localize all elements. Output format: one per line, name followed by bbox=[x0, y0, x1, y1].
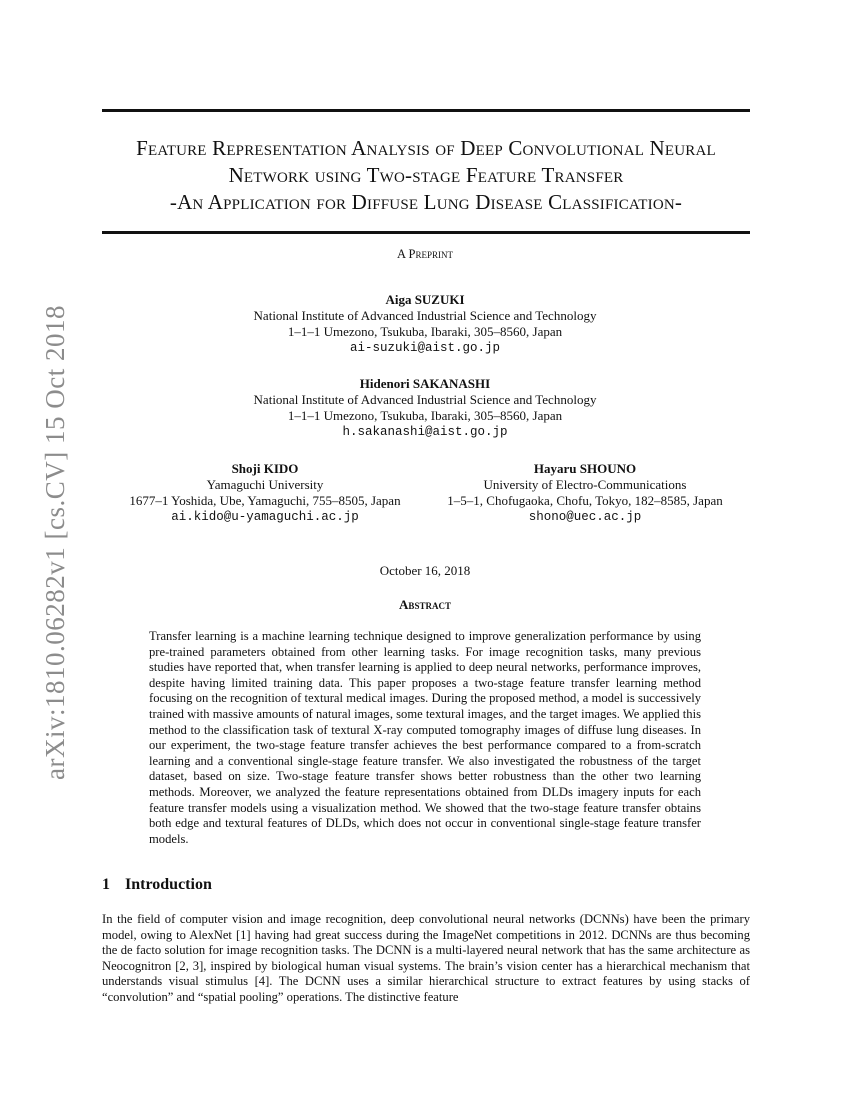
author-affiliation: University of Electro-Communications bbox=[483, 477, 687, 492]
section-title: Introduction bbox=[125, 876, 212, 893]
author-address: 1677–1 Yoshida, Ube, Yamaguchi, 755–8505, Japan bbox=[129, 493, 401, 508]
section-heading-introduction bbox=[102, 876, 212, 894]
section-number: 1 bbox=[102, 876, 110, 893]
abstract-heading: Abstract bbox=[399, 597, 451, 612]
author-block-3 bbox=[110, 461, 420, 525]
title-line-2: Network using Two-stage Feature Transfer bbox=[228, 163, 624, 187]
preprint-label: A Preprint bbox=[397, 247, 453, 261]
publication-date: October 16, 2018 bbox=[379, 563, 471, 578]
author-address: 1–5–1, Chofugaoka, Chofu, Tokyo, 182–8585, Japan bbox=[447, 493, 723, 508]
author-email[interactable]: shono@uec.ac.jp bbox=[528, 510, 642, 524]
title-line-1: Feature Representation Analysis of Deep Convolutional Neural bbox=[136, 136, 716, 160]
author-name: Hayaru SHOUNO bbox=[533, 461, 637, 476]
author-affiliation: National Institute of Advanced Industrial Science and Technology bbox=[253, 308, 597, 323]
author-address: 1–1–1 Umezono, Tsukuba, Ibaraki, 305–8560, Japan bbox=[287, 408, 563, 423]
author-block-1 bbox=[0, 292, 850, 356]
title-rule-bottom bbox=[102, 231, 750, 234]
author-name: Shoji KIDO bbox=[231, 461, 299, 476]
author-address: 1–1–1 Umezono, Tsukuba, Ibaraki, 305–8560, Japan bbox=[287, 324, 563, 339]
author-name: Hidenori SAKANASHI bbox=[359, 376, 491, 391]
title-rule-top bbox=[102, 109, 750, 112]
author-block-4 bbox=[430, 461, 740, 525]
author-block-2 bbox=[0, 376, 850, 440]
author-email[interactable]: ai-suzuki@aist.go.jp bbox=[349, 341, 501, 355]
introduction-text: In the field of computer vision and image recognition, deep convolutional neural networks (DCNNs) have been the primary model, owing to AlexNet [1] having had great success during the ImageNet competitions in 2012. DCNNs are thus becoming the de facto solution for image recognition tasks. The DCNN is a multi-layered neural network that has the same architecture as Neocognitron [2, 3], inspired by biological human visual systems. The brain’s vision center has a hierarchical mechanism that understands visual stimulus [4]. The DCNN uses a similar hierarchical structure to extract features by using stacks of “convolution” and “spatial pooling” operations. The distinctive feature bbox=[102, 912, 750, 1004]
abstract-text: Transfer learning is a machine learning technique designed to improve generalization performance by using pre-trained parameters obtained from other learning tasks. For image recognition tasks, many previous studies have reported that, when transfer learning is applied to deep neural networks, performance improves, despite having limited training data. This paper proposes a two-stage feature transfer learning method focusing on the recognition of textural medical images. During the proposed method, a model is successively trained with massive amounts of natural images, some textural images, and the target images. We applied this method to the classification task of textural X-ray computed tomography images of diffuse lung diseases. In our experiment, the two-stage feature transfer achieves the best performance compared to a from-scratch learning and a conventional single-stage feature transfer. We also investigated the robustness of the target dataset, based on size. Two-stage feature transfer shows better robustness than the other two learning methods. Moreover, we analyzed the feature representations obtained from DLDs imagery inputs for each feature transfer models using a visualization method. We showed that the two-stage feature transfer obtains both edge and textural features of DLDs, which does not occur in conventional single-stage feature transfer models. bbox=[149, 629, 701, 846]
paper-title bbox=[102, 135, 750, 216]
author-email[interactable]: ai.kido@u-yamaguchi.ac.jp bbox=[171, 510, 359, 524]
author-affiliation: National Institute of Advanced Industrial Science and Technology bbox=[253, 392, 597, 407]
title-line-3: -An Application for Diffuse Lung Disease Classification- bbox=[169, 190, 683, 214]
author-name: Aiga SUZUKI bbox=[385, 292, 465, 307]
author-affiliation: Yamaguchi University bbox=[206, 477, 324, 492]
arxiv-identifier-stamp: arXiv:1810.06282v1 [cs.CV] 15 Oct 2018 bbox=[40, 305, 70, 780]
author-email[interactable]: h.sakanashi@aist.go.jp bbox=[342, 425, 508, 439]
